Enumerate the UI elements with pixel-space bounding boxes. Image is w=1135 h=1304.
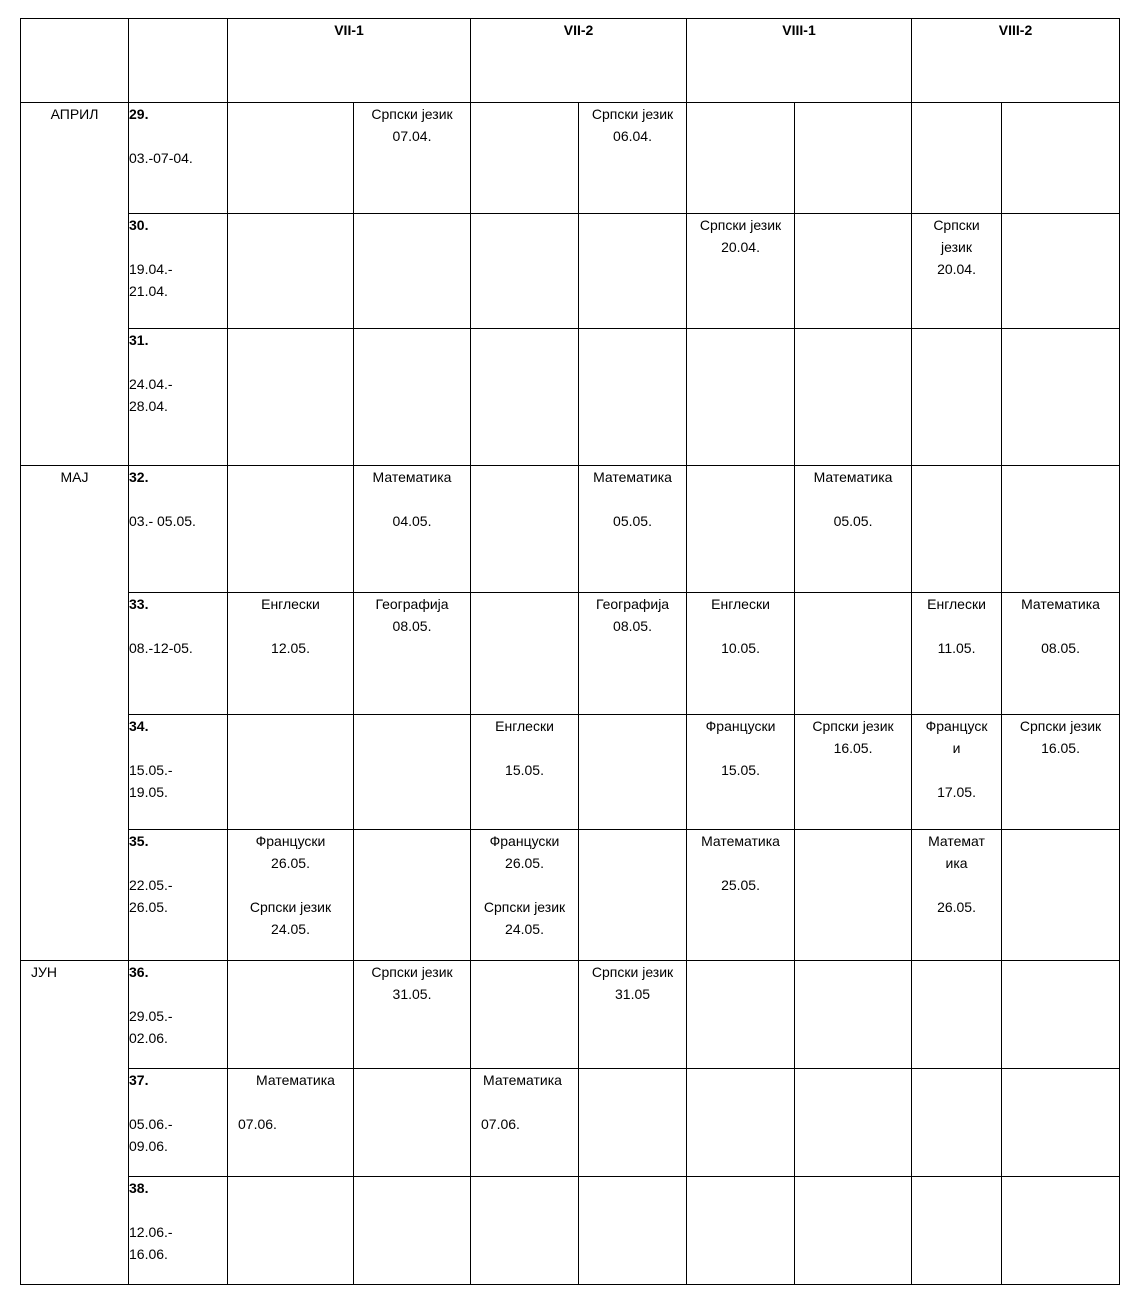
entry-cell (1002, 715, 1120, 830)
entry-cell (912, 593, 1002, 715)
entry-subject: Српски језик (371, 106, 453, 122)
entry-date: 20.04. (721, 239, 760, 255)
entry-date: 12.05. (271, 640, 310, 656)
entry-cell (354, 329, 471, 466)
entry-subject: Енглески (495, 718, 554, 734)
table-row (21, 961, 1120, 1069)
entry-subject: Географија (595, 596, 670, 612)
entry-date: 07.06. (238, 1116, 277, 1132)
entry-subject: Српски језик (812, 718, 894, 734)
entry-cell (471, 1177, 579, 1285)
entry-cell (354, 466, 471, 593)
entry-date: 26.05. (937, 899, 976, 915)
week-dates-start: 29.05.- (129, 1008, 173, 1024)
entry-cell (687, 466, 795, 593)
entry-cell (471, 103, 579, 214)
week-cell (129, 593, 228, 715)
week-dates-start: 15.05.- (129, 762, 173, 778)
entry-cell (1002, 103, 1120, 214)
entry-date: 07.04. (392, 128, 432, 144)
entry-subject-2: Српски језик (483, 899, 566, 915)
entry-subject: Математика (701, 833, 780, 849)
entry-subject-cont: и (952, 740, 961, 756)
table-row (21, 830, 1120, 961)
week-cell (129, 1069, 228, 1177)
entry-subject: Француски (489, 833, 560, 849)
week-dates-end: 02.06. (129, 1030, 168, 1046)
entry-cell (354, 593, 471, 715)
entry-cell (912, 830, 1002, 961)
table-row (21, 329, 1120, 466)
entry-cell (579, 715, 687, 830)
week-number: 37. (129, 1072, 149, 1088)
header-row (21, 19, 1120, 103)
entry-cell (912, 103, 1002, 214)
entry-date: 07.06. (481, 1116, 520, 1132)
entry-cell (471, 214, 579, 329)
entry-cell (795, 1069, 912, 1177)
entry-subject: Српски језик (591, 964, 674, 980)
entry-date: 08.05. (392, 618, 432, 634)
entry-cell (912, 1069, 1002, 1177)
week-number: 33. (129, 596, 149, 612)
entry-date-2: 24.05. (505, 921, 544, 937)
entry-cell (687, 1069, 795, 1177)
entry-cell (1002, 1069, 1120, 1177)
week-number: 30. (129, 217, 149, 233)
entry-cell (795, 214, 912, 329)
week-dates-end: 19.05. (129, 784, 168, 800)
entry-cell (687, 593, 795, 715)
week-number: 31. (129, 332, 149, 348)
entry-subject: Математика (813, 469, 893, 485)
week-number: 38. (129, 1180, 149, 1196)
entry-cell (354, 214, 471, 329)
month-may: МАЈ (21, 466, 129, 961)
week-dates-start: 12.06.- (129, 1224, 173, 1240)
test-schedule-table (20, 18, 1120, 1285)
entry-subject: Енглески (261, 596, 320, 612)
entry-cell (228, 1069, 354, 1177)
entry-cell (687, 830, 795, 961)
entry-subject: Математика (593, 469, 672, 485)
entry-date-2: 24.05. (271, 921, 310, 937)
entry-cell (579, 466, 687, 593)
week-dates-start: 24.04.- (129, 376, 173, 392)
week-dates: 03.- 05.05. (129, 513, 196, 529)
entry-cell (579, 593, 687, 715)
entry-cell (795, 329, 912, 466)
entry-date: 17.05. (937, 784, 976, 800)
table-row (21, 1177, 1120, 1285)
entry-cell (579, 329, 687, 466)
entry-cell (471, 593, 579, 715)
entry-subject: Математика (1021, 596, 1100, 612)
entry-cell (687, 214, 795, 329)
entry-cell (471, 466, 579, 593)
entry-subject: Математика (256, 1072, 335, 1088)
entry-cell (471, 329, 579, 466)
entry-subject: Српски језик (699, 217, 782, 233)
entry-cell (354, 1177, 471, 1285)
entry-cell (228, 103, 354, 214)
week-dates: 08.-12-05. (129, 640, 193, 656)
week-number: 36. (129, 964, 149, 980)
entry-cell (354, 961, 471, 1069)
week-dates-start: 05.06.- (129, 1116, 173, 1132)
entry-cell (471, 715, 579, 830)
entry-date: 15.05. (721, 762, 760, 778)
entry-cell (912, 1177, 1002, 1285)
entry-cell (579, 103, 687, 214)
week-number: 32. (129, 469, 149, 485)
entry-subject: Француск (925, 718, 988, 734)
entry-cell (795, 466, 912, 593)
entry-date: 20.04. (937, 261, 976, 277)
week-dates-end: 21.04. (129, 283, 168, 299)
header-class-vii-2: VII-2 (471, 19, 687, 103)
entry-subject: Српски језик (371, 964, 453, 980)
entry-cell (579, 214, 687, 329)
entry-cell (1002, 961, 1120, 1069)
entry-cell (1002, 466, 1120, 593)
entry-cell (354, 1069, 471, 1177)
entry-date: 26.05. (271, 855, 310, 871)
entry-date: 31.05 (615, 986, 651, 1002)
entry-cell (228, 830, 354, 961)
entry-subject: Енглески (927, 596, 986, 612)
week-dates-end: 09.06. (129, 1138, 168, 1154)
entry-cell (1002, 1177, 1120, 1285)
month-april: АПРИЛ (21, 103, 129, 466)
entry-date: 05.05. (833, 513, 873, 529)
header-class-viii-1: VIII-1 (687, 19, 912, 103)
week-dates: 03.-07-04. (129, 150, 193, 166)
entry-date: 16.05. (1041, 740, 1080, 756)
month-june: ЈУН (21, 961, 129, 1285)
week-cell (129, 715, 228, 830)
entry-subject: Српски језик (1019, 718, 1102, 734)
entry-subject-cont: језик (941, 239, 972, 255)
entry-cell (354, 103, 471, 214)
entry-cell (912, 214, 1002, 329)
entry-date: 08.05. (1041, 640, 1080, 656)
table-row (21, 214, 1120, 329)
entry-cell (687, 1177, 795, 1285)
entry-date: 06.04. (613, 128, 652, 144)
header-corner-month (21, 19, 129, 103)
entry-subject: Француски (705, 718, 776, 734)
entry-cell (687, 329, 795, 466)
table-row (21, 103, 1120, 214)
entry-cell (228, 593, 354, 715)
week-number: 29. (129, 106, 149, 122)
entry-cell (579, 1177, 687, 1285)
table-row (21, 1069, 1120, 1177)
entry-subject: Француски (255, 833, 326, 849)
entry-date: 11.05. (937, 640, 976, 656)
entry-date: 15.05. (505, 762, 544, 778)
table-row (21, 466, 1120, 593)
header-class-vii-1: VII-1 (228, 19, 471, 103)
entry-date: 10.05. (721, 640, 760, 656)
entry-cell (1002, 830, 1120, 961)
entry-date: 31.05. (392, 986, 432, 1002)
week-dates-start: 22.05.- (129, 877, 173, 893)
entry-cell (471, 1069, 579, 1177)
entry-cell (228, 715, 354, 830)
entry-cell (471, 961, 579, 1069)
entry-cell (1002, 214, 1120, 329)
entry-subject: Српски (933, 217, 980, 233)
table-row (21, 715, 1120, 830)
entry-subject: Математ (928, 833, 985, 849)
week-number: 35. (129, 833, 149, 849)
week-cell (129, 329, 228, 466)
entry-cell (1002, 329, 1120, 466)
entry-subject: Енглески (711, 596, 770, 612)
entry-cell (354, 715, 471, 830)
entry-cell (795, 715, 912, 830)
table-row (21, 593, 1120, 715)
entry-cell (687, 715, 795, 830)
header-corner-week (129, 19, 228, 103)
week-number: 34. (129, 718, 149, 734)
entry-cell (579, 1069, 687, 1177)
entry-cell (228, 466, 354, 593)
entry-cell (228, 961, 354, 1069)
week-dates-start: 19.04.- (129, 261, 173, 277)
entry-date: 08.05. (613, 618, 652, 634)
entry-cell (1002, 593, 1120, 715)
week-cell (129, 1177, 228, 1285)
entry-date: 04.05. (392, 513, 432, 529)
entry-subject: Математика (483, 1072, 562, 1088)
entry-cell (795, 961, 912, 1069)
entry-subject: Математика (372, 469, 452, 485)
entry-date: 05.05. (613, 513, 652, 529)
week-cell (129, 466, 228, 593)
entry-subject-cont: ика (945, 855, 968, 871)
entry-cell (795, 1177, 912, 1285)
entry-subject-2: Српски језик (249, 899, 332, 915)
entry-cell (579, 961, 687, 1069)
entry-date: 25.05. (721, 877, 760, 893)
entry-cell (579, 830, 687, 961)
entry-cell (228, 214, 354, 329)
week-dates-end: 16.06. (129, 1246, 168, 1262)
entry-cell (912, 466, 1002, 593)
entry-subject: Географија (375, 596, 449, 612)
week-dates-end: 26.05. (129, 899, 168, 915)
entry-cell (687, 961, 795, 1069)
entry-cell (354, 830, 471, 961)
week-dates-end: 28.04. (129, 398, 168, 414)
week-cell (129, 103, 228, 214)
entry-cell (795, 830, 912, 961)
entry-date: 16.05. (833, 740, 873, 756)
entry-cell (912, 961, 1002, 1069)
entry-cell (471, 830, 579, 961)
entry-date: 26.05. (505, 855, 544, 871)
entry-cell (912, 715, 1002, 830)
week-cell (129, 961, 228, 1069)
entry-cell (795, 593, 912, 715)
week-cell (129, 214, 228, 329)
week-cell (129, 830, 228, 961)
entry-cell (912, 329, 1002, 466)
entry-cell (795, 103, 912, 214)
entry-cell (687, 103, 795, 214)
entry-cell (228, 329, 354, 466)
entry-cell (228, 1177, 354, 1285)
header-class-viii-2: VIII-2 (912, 19, 1120, 103)
entry-subject: Српски језик (591, 106, 674, 122)
